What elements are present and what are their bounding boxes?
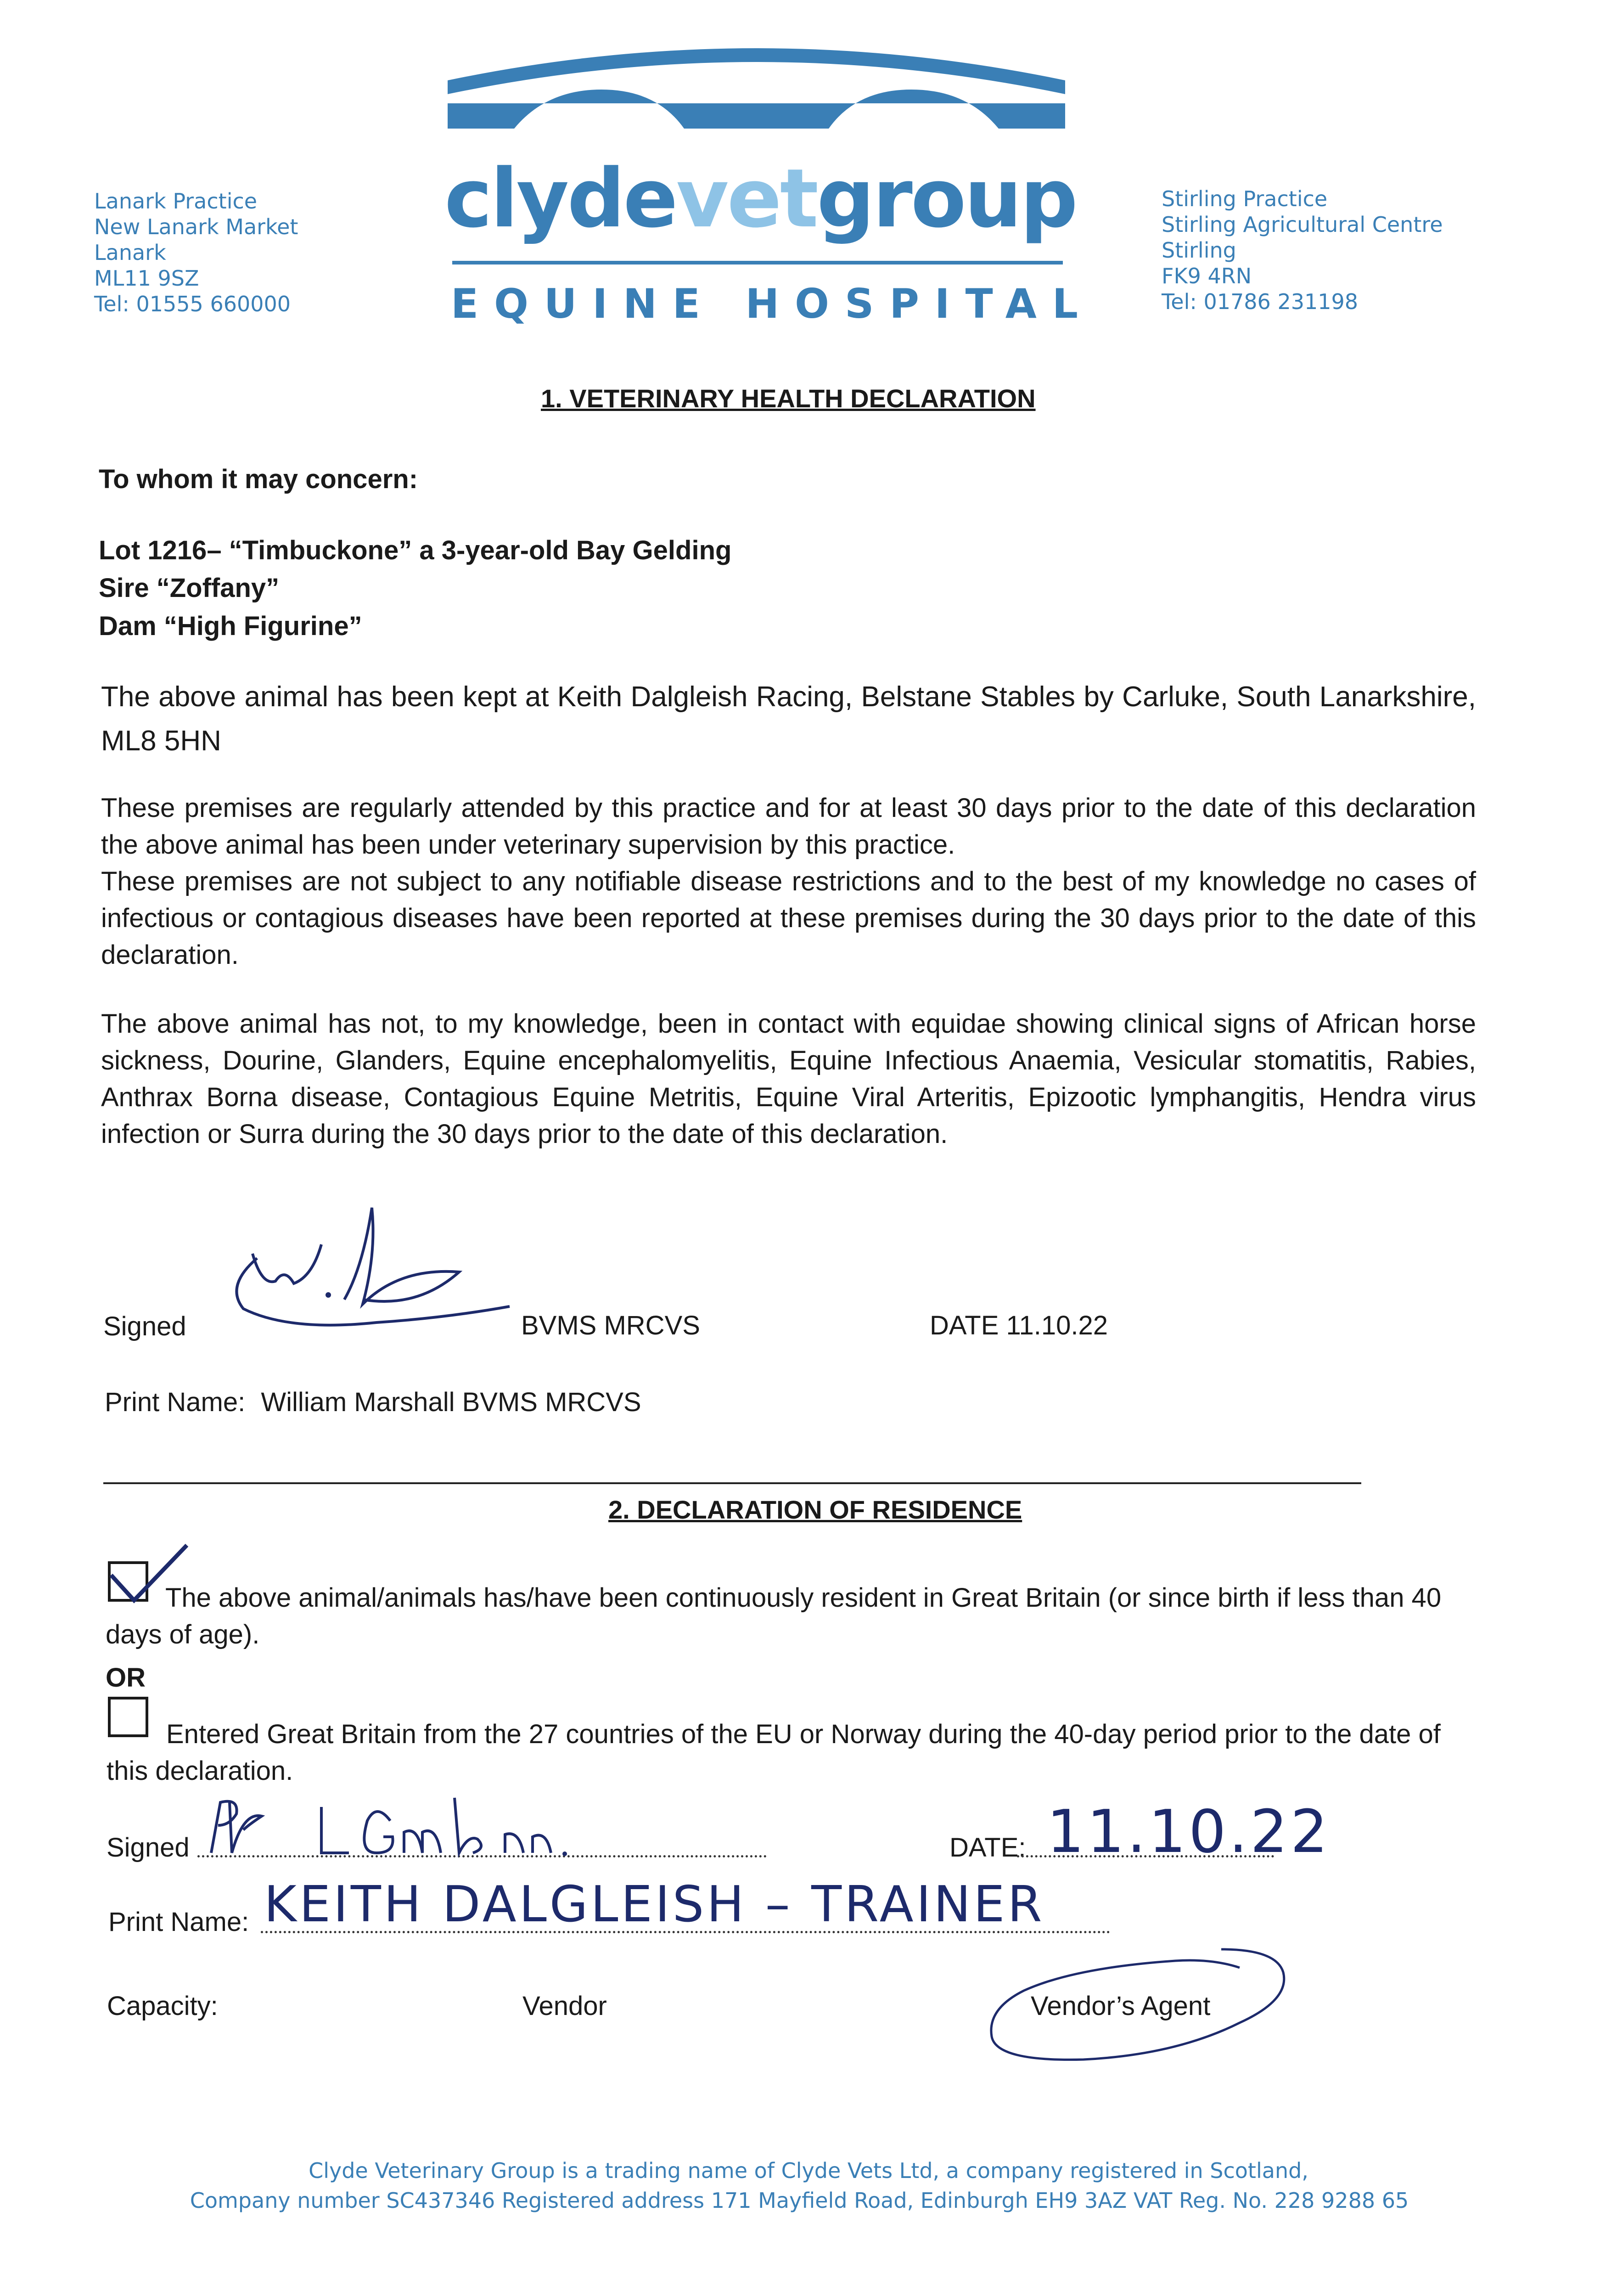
logo-part-clyde: clyde bbox=[444, 152, 676, 246]
address-line: ML11 9SZ bbox=[94, 266, 199, 291]
address-line: New Lanark Market bbox=[94, 214, 298, 239]
section1-title: 1. VETERINARY HEALTH DECLARATION bbox=[541, 384, 1036, 413]
address-line: Tel: 01786 231198 bbox=[1162, 289, 1359, 314]
address-line: Lanark Practice bbox=[94, 189, 258, 214]
owner-print-name-label: Print Name: bbox=[108, 1907, 249, 1937]
footer-line-2: Company number SC437346 Registered address 171 Mayfield Road, Edinburgh EH9 3AZ VAT Reg. No. 228 9288 65 bbox=[190, 2188, 1409, 2213]
address-line: Lanark bbox=[94, 240, 166, 265]
logo-part-vet: vet bbox=[676, 152, 817, 246]
vet-date: DATE 11.10.22 bbox=[930, 1311, 1108, 1340]
vet-qualification: BVMS MRCVS bbox=[521, 1311, 700, 1340]
premises-paragraph: The above animal has been kept at Keith Dalgleish Racing, Belstane Stables by Carluke, South Lanarkshire, ML8 5HN bbox=[101, 681, 1476, 757]
entered-option-text bbox=[107, 1716, 1482, 1790]
address-line: FK9 4RN bbox=[1162, 264, 1252, 288]
entered-option-label: Entered Great Britain from the 27 countries of the EU or Norway during the 40-day period prior to the date of this declaration. bbox=[107, 1719, 1441, 1786]
address-line: Stirling bbox=[1162, 238, 1236, 263]
bridge-logo-icon bbox=[448, 25, 1065, 131]
logo-part-group: group bbox=[816, 152, 1076, 246]
resident-option-label: The above animal/animals has/have been continuously resident in Great Britain (or since birth if less than 40 days of age). bbox=[106, 1583, 1442, 1649]
print-name-label: Print Name: bbox=[105, 1387, 246, 1417]
owner-signed-label: Signed bbox=[107, 1833, 190, 1863]
logo-divider bbox=[452, 261, 1063, 264]
footer-line-1: Clyde Veterinary Group is a trading name of Clyde Vets Ltd, a company registered in Scotland, bbox=[309, 2158, 1308, 2183]
owner-signature bbox=[202, 1793, 588, 1862]
logo-subtitle: EQUINE HOSPITAL bbox=[451, 280, 1094, 327]
or-label: OR bbox=[106, 1663, 146, 1693]
print-name-value: William Marshall BVMS MRCVS bbox=[261, 1387, 641, 1417]
restrictions-paragraph: These premises are not subject to any notifiable disease restrictions and to the best of my knowledge no cases of infectious or contagious diseases have been reported at these premises during the 30 days prior to the date of this declaration. bbox=[101, 867, 1476, 970]
logo-wordmark bbox=[444, 152, 1076, 246]
contact-paragraph: The above animal has not, to my knowledge, been in contact with equidae showing clinical signs of African horse sickness, Dourine, Glanders, Equine encephalomyelitis, Equine Infectious Anaemia, Vesicular stomatitis, Rabies, Anthrax Borna disease, Contagious Equine Metritis, Equine Viral Arteritis, Epizootic lymphangitis, Hendra virus infection or Surra during the 30 days prior to the date of this declaration. bbox=[101, 1009, 1476, 1149]
sire-line: Sire “Zoffany” bbox=[99, 573, 280, 603]
supervision-paragraph: These premises are regularly attended by this practice and for at least 30 days prior to the date of this declaration the above animal has been under veterinary supervision by this practice. bbox=[101, 793, 1476, 860]
owner-date-value: 11.10.22 bbox=[1047, 1798, 1331, 1866]
address-line: Tel: 01555 660000 bbox=[94, 292, 291, 316]
lanark-address bbox=[94, 188, 298, 317]
capacity-label: Capacity: bbox=[107, 1991, 218, 2021]
section2-title: 2. DECLARATION OF RESIDENCE bbox=[608, 1495, 1022, 1524]
stirling-address bbox=[1162, 186, 1443, 315]
vet-signed-label: Signed bbox=[103, 1311, 186, 1341]
vet-signature bbox=[225, 1203, 519, 1332]
resident-option-text bbox=[106, 1580, 1481, 1653]
address-line: Stirling Practice bbox=[1162, 186, 1328, 211]
vet-print-name bbox=[105, 1387, 641, 1418]
section-divider bbox=[103, 1482, 1361, 1484]
capacity-selection-circle bbox=[983, 1940, 1295, 2078]
owner-date-label: DATE: bbox=[949, 1833, 1026, 1863]
address-line: Stirling Agricultural Centre bbox=[1162, 212, 1443, 237]
dam-line: Dam “High Figurine” bbox=[99, 611, 362, 641]
lot-line: Lot 1216– “Timbuckone” a 3-year-old Bay Gelding bbox=[99, 535, 732, 565]
capacity-vendor[interactable]: Vendor bbox=[522, 1991, 607, 2021]
salutation: To whom it may concern: bbox=[99, 464, 418, 494]
owner-print-name-value: KEITH DALGLEISH – TRAINER bbox=[264, 1876, 1045, 1933]
capacity-vendors-agent[interactable]: Vendor’s Agent bbox=[1031, 1991, 1211, 2021]
